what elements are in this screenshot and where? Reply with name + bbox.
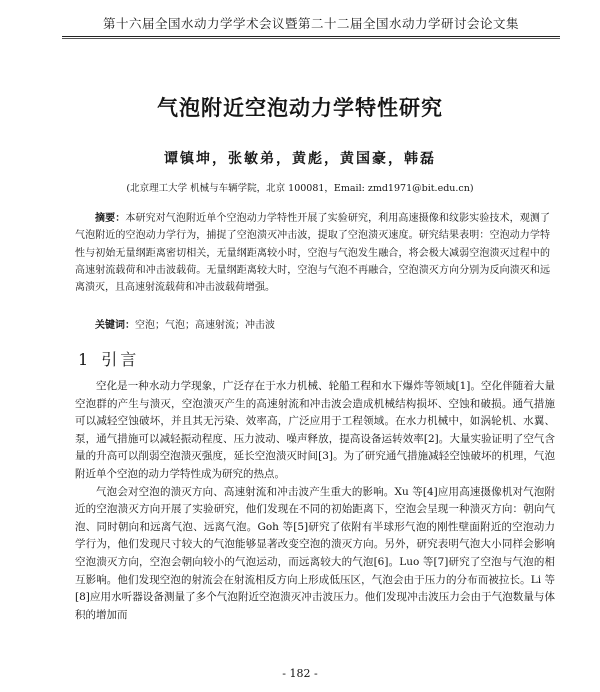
section-number: 1 — [78, 350, 92, 369]
body-paragraph: 空化是一种水动力学现象，广泛存在于水力机械、轮船工程和水下爆炸等领域[1]。空化伴随着大量空泡群的产生与溃灭，空泡溃灭产生的高速射流和冲击波会造成机械结构损坏、空蚀和破损。通气措施可以减轻空蚀破坏，并且其无污染、效率高，广泛应用于工程领域。在水力机械中，如涡轮机、水翼、泵，通气措施可以减轻振动程度、压力波动、噪声释放，提高设备运转效率[2]。大量实验证明了空气含量的升高可以削弱空泡溃灭强度，延长空泡溃灭时间[3]。为了研究通气措施减轻空蚀破坏的机理，气泡附近单个空泡的动力学特性成为研究的热点。 — [75, 380, 555, 480]
body-text — [75, 378, 555, 624]
section-heading — [78, 347, 139, 370]
section-title-text: 引言 — [101, 350, 140, 369]
paper-title: 气泡附近空泡动力学特性研究 — [157, 96, 443, 120]
keywords — [95, 316, 550, 331]
abstract-text: 本研究对气泡附近单个空泡动力学特性开展了实验研究，利用高速摄像和纹影实验技术，观测了气泡附近的空泡动力学行为，捕捉了空泡溃灭冲击波，提取了空泡溃灭速度。研究结果表明：空泡动力学特性与初始无量纲距离密切相关，无量纲距离较小时，空泡与气泡发生融合，将会极大减弱空泡溃灭过程中的高速射流载荷和冲击波载荷。无量纲距离较大时，空泡与气泡不再融合，空泡溃灭方向分别为反向溃灭和远离溃灭，且高速射流载荷和冲击波载荷增强。 — [75, 213, 551, 294]
keywords-text: 空泡；气泡；高速射流；冲击波 — [135, 320, 275, 331]
authors: 谭镇坤，张敏弟，黄彪，黄国豪，韩磊 — [164, 151, 436, 167]
abstract-label: 摘要： — [95, 213, 126, 224]
body-paragraph: 气泡会对空泡的溃灭方向、高速射流和冲击波产生重大的影响。Xu 等[4]应用高速摄像机对气泡附近的空泡溃灭方向开展了实验研究，他们发现在不同的初始距离下，空泡会呈现一种溃灭方向：朝向气泡、同时朝向和远离气泡、远离气泡。Goh 等[5]研究了依附有半球形气泡的刚性壁面附近的空泡动力学行为，他们发现尺寸较大的气泡能够显著改变空泡的溃灭方向。另外，研究表明气泡大小同样会影响空泡溃灭方向，空泡会朝向较小的气泡运动，而远离较大的气泡[6]。Luo 等[7]研究了空泡与气泡的相互影响。他们发现空泡的射流会在射流相反方向上形成低压区，气泡会由于压力的分布而被拉长。Li 等[8]应用水听器设备测量了多个气泡附近空泡溃灭冲击波压力。他们发现冲击波压力会由于气泡数量与体积的增加而 — [75, 485, 555, 621]
keywords-label: 关键词： — [95, 320, 135, 331]
header-rule — [62, 36, 560, 37]
abstract — [75, 210, 550, 296]
page-number: - 182 - — [282, 667, 318, 680]
running-header: 第十六届全国水动力学学术会议暨第二十二届全国水动力学研讨会论文集 — [102, 16, 519, 31]
header-rule-secondary — [62, 38, 560, 39]
affiliation: (北京理工大学 机械与车辆学院，北京 100081，Email: zmd1971@bit.edu.cn) — [126, 183, 474, 194]
